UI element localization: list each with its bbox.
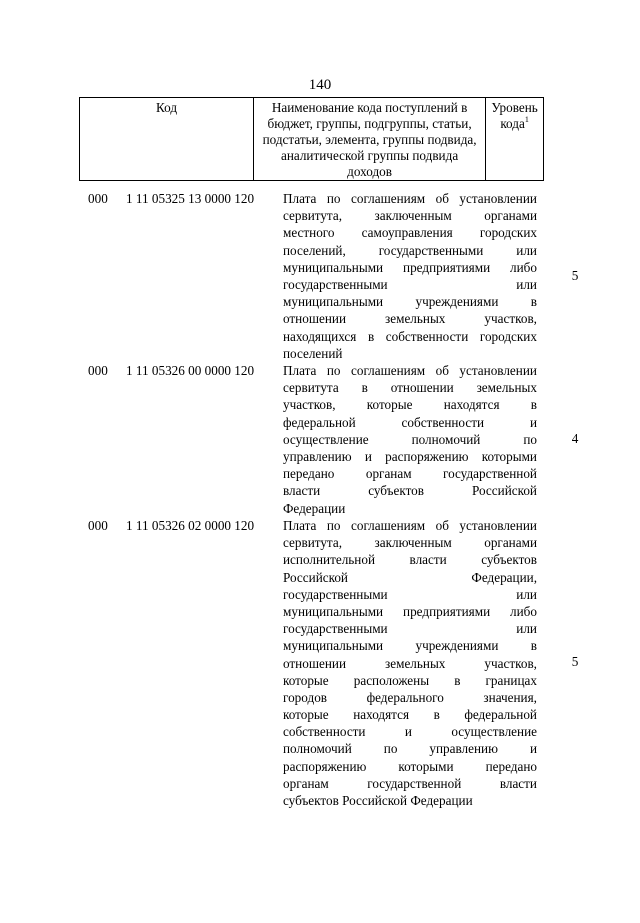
name-line: органам государственной власти (283, 775, 537, 791)
revenue-code: 1 11 05325 13 0000 120 (126, 191, 255, 206)
name-line: субъектов Российской Федерации (283, 793, 473, 808)
name-line: осуществление полномочий по (283, 431, 537, 447)
code-level: 5 (571, 654, 579, 669)
name-line: собственности и осуществление (283, 724, 537, 740)
header-level-line2 (488, 116, 541, 132)
name-line: Плата по соглашениям об установлении (283, 518, 537, 533)
name-line: сервитута, заключенным органами (283, 208, 537, 224)
page-number: 140 (308, 77, 332, 93)
header-name-line: аналитической группы подвида доходов (280, 148, 459, 179)
header-code: Код (80, 98, 254, 181)
name-line: муниципальными учреждениями в (283, 294, 537, 310)
code-level: 5 (571, 268, 579, 283)
name-line: сервитута, заключенным органами (283, 535, 537, 551)
name-line: которые расположены в границах (283, 672, 537, 688)
admin-code: 000 (88, 518, 108, 533)
name-line: распоряжению которыми передано (283, 758, 537, 774)
name-line: сервитута в отношении земельных (283, 380, 537, 396)
name-line: полномочий по управлению и (283, 741, 537, 757)
name-line: федеральной собственности и (283, 414, 537, 430)
name-line: отношении земельных участков, (283, 311, 537, 327)
name-line: Федерации (283, 500, 346, 516)
revenue-code: 1 11 05326 02 0000 120 (126, 518, 255, 533)
name-line: муниципальными предприятиями либо (283, 259, 537, 275)
name-line: власти субъектов Российской (283, 483, 537, 499)
name-line: местного самоуправления городских (283, 225, 537, 241)
name-line: государственными или (283, 621, 537, 637)
revenue-name (283, 190, 537, 362)
name-line: муниципальными учреждениями в (283, 638, 537, 654)
name-line: которые находятся в федеральной (283, 707, 537, 723)
name-line: участков, которые находятся в (283, 397, 537, 413)
header-level-kod: кода (500, 116, 525, 131)
header-name (254, 98, 486, 181)
revenue-code: 1 11 05326 00 0000 120 (126, 363, 255, 378)
name-line: Российской Федерации, (283, 569, 537, 585)
revenue-name (283, 362, 537, 517)
name-line: исполнительной власти субъектов (283, 552, 537, 568)
name-line: государственными или (283, 276, 537, 292)
header-level (486, 98, 544, 181)
table-header (79, 97, 544, 181)
name-line: отношении земельных участков, (283, 655, 537, 671)
revenue-name (283, 517, 537, 809)
header-name-line: Наименование кода поступлений в (271, 100, 468, 115)
header-name-line: подстатьи, элемента, группы подвида, (262, 132, 477, 147)
admin-code: 000 (88, 363, 108, 378)
name-line: государственными или (283, 586, 537, 602)
header-name-line: бюджет, группы, подгруппы, статьи, (267, 116, 472, 131)
admin-code: 000 (88, 191, 108, 206)
name-line: поселений, государственными или (283, 242, 537, 258)
name-line: муниципальными предприятиями либо (283, 603, 537, 619)
name-line: городов федерального значения, (283, 689, 537, 705)
name-line: управлению и распоряжению которыми (283, 448, 537, 464)
header-level-line1: Уровень (491, 100, 538, 115)
name-line: Плата по соглашениям об установлении (283, 363, 537, 378)
code-level: 4 (571, 431, 579, 446)
name-line: находящихся в собственности городских (283, 328, 537, 344)
name-line: передано органам государственной (283, 466, 537, 482)
name-line: Плата по соглашениям об установлении (283, 191, 537, 206)
footnote-marker: 1 (524, 115, 529, 124)
name-line: поселений (283, 345, 343, 361)
